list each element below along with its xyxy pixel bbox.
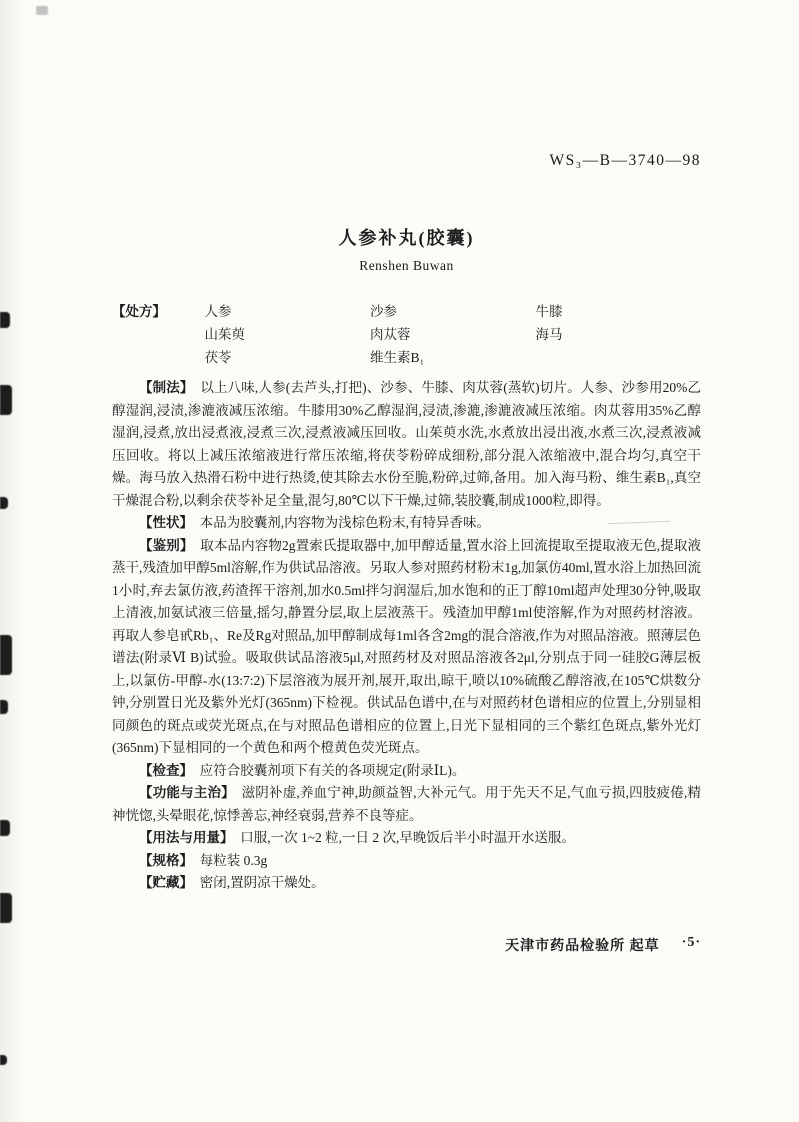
section-text: 应符合胶囊剂项下有关的各项规定(附录ⅠL)。 bbox=[199, 762, 466, 778]
prescription-row bbox=[112, 323, 701, 346]
section-guige bbox=[112, 850, 701, 873]
page-subtitle-pinyin: Renshen Buwan bbox=[359, 258, 454, 273]
section-label: 【用法与用量】 bbox=[139, 830, 234, 845]
section-text: 以上八味,人参(去芦头,打把)、沙参、牛膝、肉苁蓉(蒸软)切片。人参、沙参用20%乙醇湿润,浸渍,渗漉液减压浓缩。牛膝用30%乙醇湿润,浸渍,渗漉,渗漉液减压浓缩。肉苁蓉用35%乙醇湿润,浸煮,放出浸煮液,浸煮三次,浸煮液减压回收。山茱萸水洗,水煮放出浸出液,水煮三次,浸煮液减压回收。将以上减压浓缩液进行常压浓缩,将茯苓粉碎成细粉,部分混入浓缩液中,混合均匀,真空干燥。海马放入热滑石粉中进行热烫,使其除去水份至脆,粉碎,过筛,备用。加入海马粉、维生素B₁,真空干燥混合粉,以剩余茯苓补足全量,混匀,80℃以下干燥,过筛,装胶囊,制成1000粒,即得。 bbox=[112, 380, 702, 508]
scan-artifact bbox=[0, 497, 8, 509]
scan-corner-mark bbox=[36, 6, 48, 15]
prescription-row bbox=[112, 346, 701, 369]
section-gongneng-zhuzhi bbox=[112, 782, 701, 827]
prescription-ingredient: 肉苁蓉 bbox=[369, 327, 411, 342]
prescription-section bbox=[112, 300, 701, 369]
document-page bbox=[112, 0, 701, 955]
section-label: 【检查】 bbox=[139, 762, 193, 778]
prescription-label-spacer bbox=[112, 323, 204, 346]
section-text: 每粒装 0.3g bbox=[199, 852, 268, 868]
prescription-ingredient: 牛膝 bbox=[535, 304, 563, 319]
section-label: 【贮藏】 bbox=[139, 875, 193, 890]
scan-artifact bbox=[0, 635, 12, 675]
section-label: 【制法】 bbox=[139, 380, 194, 395]
section-xingzhuang bbox=[112, 512, 701, 535]
footer-drafting-agency: 天津市药品检验所 起草 bbox=[505, 938, 660, 954]
section-jiancha bbox=[112, 760, 701, 783]
section-text: 取本品内容物2g置索氏提取器中,加甲醇适量,置水浴上回流提取至提取液无色,提取液蒸干,残渣加甲醇5ml溶解,作为供试品溶液。另取人参对照药材粉末1g,加氯仿40ml,置水浴上加热回流1小时,弃去氯仿液,药渣挥干溶剂,加水0.5ml拌匀润湿后,加水饱和的正丁醇10ml超声处理30分钟,吸取上清液,加氨试液三倍量,摇匀,静置分层,取上层液蒸干。残渣加甲醇1ml使溶解,作为对照药材溶液。再取人参皂甙Rb₁、Re及Rg对照品,加甲醇制成每1ml各含2mg的混合溶液,作为对照品溶液。照薄层色谱法(附录Ⅵ B)试验。吸取供试品溶液5μl,对照药材及对照品溶液各2μl,分别点于同一硅胶G薄层板上,以氯仿-甲醇-水(13:7:2)下层溶液为展开剂,展开,取出,晾干,喷以10%硫酸乙醇溶液,在105℃烘数分钟,分别置日光及紫外光灯(365nm)下检视。供试品色谱中,在与对照药材色谱相应的位置上,分别显相同颜色的斑点或荧光斑点,在与对照品色谱相应的位置上,日光下显相同的三个紫红色斑点,紫外光灯(365nm)下显相同的一个黄色和两个橙黄色荧光斑点。 bbox=[112, 537, 702, 755]
prescription-label: 【处方】 bbox=[112, 304, 166, 319]
scan-artifact bbox=[0, 700, 8, 714]
section-jianbie bbox=[112, 535, 701, 760]
scan-artifact bbox=[0, 312, 10, 328]
prescription-ingredient: 山茱萸 bbox=[204, 327, 245, 342]
section-text: 口服,一次 1~2 粒,一日 2 次,早晚饭后半小时温开水送服。 bbox=[240, 830, 575, 845]
section-zhucang bbox=[112, 872, 701, 895]
prescription-ingredient: 沙参 bbox=[369, 304, 397, 319]
scan-artifact bbox=[0, 820, 10, 836]
page-title: 人参补丸(胶囊) bbox=[338, 228, 475, 248]
section-text: 滋阴补虚,养血宁神,助颜益智,大补元气。用于先天不足,气血亏损,四肢疲倦,精神恍惚,头晕眼花,惊悸善忘,神经衰弱,营养不良等症。 bbox=[112, 785, 702, 823]
section-yongfa-yongliang bbox=[112, 827, 701, 850]
section-label: 【性状】 bbox=[139, 515, 193, 530]
footer-page-number: ·5· bbox=[681, 934, 701, 950]
prescription-ingredient: 海马 bbox=[535, 327, 563, 342]
prescription-ingredient: 茯苓 bbox=[204, 350, 232, 365]
prescription-row bbox=[112, 300, 701, 323]
scan-artifact bbox=[0, 1055, 7, 1065]
prescription-ingredient: 人参 bbox=[204, 304, 232, 319]
section-text: 密闭,置阴凉干燥处。 bbox=[199, 875, 325, 890]
page-footer bbox=[112, 935, 701, 955]
monograph-sections bbox=[112, 377, 701, 895]
prescription-label-spacer bbox=[112, 346, 204, 369]
section-label: 【鉴别】 bbox=[139, 537, 194, 553]
scan-artifact bbox=[0, 385, 12, 415]
section-label: 【功能与主治】 bbox=[139, 785, 235, 800]
document-code: WS₃—B—3740—98 bbox=[549, 152, 701, 169]
scan-edge-shadow bbox=[0, 0, 26, 1122]
prescription-ingredient bbox=[535, 346, 701, 369]
prescription-ingredient: 维生素B₁ bbox=[369, 350, 425, 365]
section-label: 【规格】 bbox=[139, 852, 193, 868]
section-zhifa bbox=[112, 377, 701, 512]
section-text: 本品为胶囊剂,内容物为浅棕色粉末,有特异香味。 bbox=[199, 515, 490, 530]
scan-artifact bbox=[0, 893, 12, 923]
